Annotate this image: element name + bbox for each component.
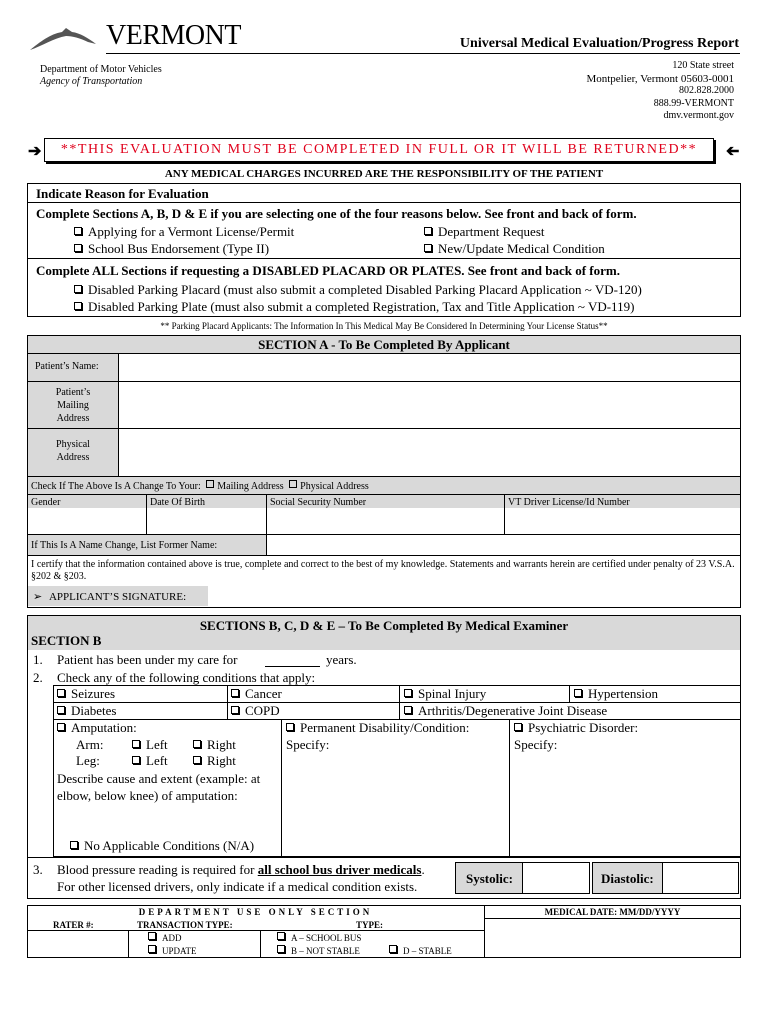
q1-number: 1.	[33, 652, 43, 667]
change-mailing-checkbox[interactable]	[206, 480, 214, 488]
checkbox-icon[interactable]	[57, 689, 65, 697]
psychiatric-specify-label: Specify:	[514, 737, 558, 752]
opt-license[interactable]: Applying for a Vermont License/Permit	[74, 224, 294, 240]
q3-number: 3.	[33, 862, 43, 877]
signature-arrow-icon: ➢	[33, 591, 43, 603]
signature-input[interactable]	[212, 587, 736, 605]
checkbox-icon[interactable]	[74, 302, 82, 310]
opt-plate[interactable]: Disabled Parking Plate (must also submit a completed Registration, Tax and Title Application ~ VD-119)	[74, 299, 634, 315]
warning-banner	[44, 138, 714, 162]
ssn-input[interactable]	[270, 510, 500, 532]
leg-right[interactable]: Right	[193, 753, 236, 769]
checkbox-icon[interactable]	[231, 706, 239, 714]
right-arrow-icon: ➔	[726, 143, 740, 160]
diastolic-input[interactable]	[665, 864, 737, 892]
arm-left[interactable]: Left	[132, 737, 168, 753]
checkbox-icon[interactable]	[74, 285, 82, 293]
cond-amputation[interactable]: Amputation:	[57, 720, 137, 736]
q3-line2: For other licensed drivers, only indicate if a medical condition exists.	[57, 879, 418, 894]
cond-spinal-injury[interactable]: Spinal Injury	[404, 686, 486, 702]
cond-none[interactable]: No Applicable Conditions (N/A)	[70, 838, 254, 854]
checkbox-icon[interactable]	[514, 723, 522, 731]
gender-label: Gender	[31, 497, 61, 508]
report-title: Universal Medical Evaluation/Progress Report	[459, 36, 739, 51]
header-rule	[106, 53, 740, 54]
dob-input[interactable]	[150, 510, 262, 532]
checkbox-icon[interactable]	[74, 244, 82, 252]
patient-name-label: Patient’s Name:	[35, 361, 99, 372]
gender-input[interactable]	[31, 510, 143, 532]
address-city: Montpelier, Vermont 05603-0001	[586, 72, 734, 85]
address-web: dmv.vermont.gov	[663, 110, 734, 121]
address-tollfree: 888.99-VERMONT	[653, 97, 734, 109]
leg-left[interactable]: Left	[132, 753, 168, 769]
section-b-title: SECTION B	[31, 633, 102, 648]
mailing-address-label: Patient’s Mailing Address	[55, 387, 91, 424]
opt-new-update[interactable]: New/Update Medical Condition	[424, 241, 605, 257]
checkbox-icon[interactable]	[277, 945, 285, 953]
amputation-describe: Describe cause and extent (example: at elbow, below knee) of amputation:	[57, 771, 261, 803]
checkbox-icon[interactable]	[70, 841, 78, 849]
systolic-label: Systolic:	[466, 871, 513, 886]
type-b[interactable]: B – NOT STABLE	[277, 946, 360, 956]
systolic-input[interactable]	[525, 864, 588, 892]
years-under-care-input[interactable]	[265, 651, 320, 667]
former-name-input[interactable]	[270, 536, 736, 554]
diastolic-label: Diastolic:	[601, 871, 654, 886]
dept-use-title: DEPARTMENT USE ONLY SECTION	[138, 907, 373, 917]
cond-diabetes[interactable]: Diabetes	[57, 703, 116, 719]
section-a-title: SECTION A - To Be Completed By Applicant	[258, 337, 510, 352]
type-a[interactable]: A – SCHOOL BUS	[277, 933, 361, 943]
checkbox-icon[interactable]	[424, 227, 432, 235]
q2-number: 2.	[33, 670, 43, 685]
change-physical-checkbox[interactable]	[289, 480, 297, 488]
checkbox-icon[interactable]	[404, 689, 412, 697]
q1-years: years.	[326, 652, 357, 667]
opt-placard[interactable]: Disabled Parking Placard (must also submit a completed Disabled Parking Placard Application ~ VD-120)	[74, 282, 642, 298]
examiner-title: SECTIONS B, C, D & E – To Be Completed By Medical Examiner	[199, 618, 569, 633]
cond-cancer[interactable]: Cancer	[231, 686, 282, 702]
agency-name: Agency of Transportation	[40, 76, 143, 87]
signature-label: ➢ APPLICANT’S SIGNATURE:	[33, 591, 187, 603]
medical-date-label: MEDICAL DATE: MM/DD/YYYY	[544, 907, 681, 917]
leg-label: Leg:	[76, 753, 100, 768]
checkbox-icon[interactable]	[574, 689, 582, 697]
cond-arthritis[interactable]: Arthritis/Degenerative Joint Disease	[404, 703, 607, 719]
checkbox-icon[interactable]	[57, 706, 65, 714]
cond-hypertension[interactable]: Hypertension	[574, 686, 658, 702]
dob-label: Date Of Birth	[150, 497, 205, 508]
opt-department-request[interactable]: Department Request	[424, 224, 545, 240]
checkbox-icon[interactable]	[286, 723, 294, 731]
checkbox-icon[interactable]	[132, 740, 140, 748]
former-name-label: If This Is A Name Change, List Former Name:	[31, 540, 218, 551]
psychiatric-specify-input[interactable]	[514, 756, 736, 852]
permanent-specify-label: Specify:	[286, 737, 330, 752]
checkbox-icon[interactable]	[277, 932, 285, 940]
warning-text: **THIS EVALUATION MUST BE COMPLETED IN FULL OR IT WILL BE RETURNED**	[60, 142, 698, 157]
checkbox-icon[interactable]	[57, 723, 65, 731]
change-address-row: Check If The Above Is A Change To Your: Mailing Address Physical Address	[31, 481, 369, 492]
transaction-label: TRANSACTION TYPE:	[137, 920, 233, 930]
opt-school-bus[interactable]: School Bus Endorsement (Type II)	[74, 241, 269, 257]
left-arrow-icon: ➔	[28, 143, 42, 160]
ssn-label: Social Security Number	[270, 497, 367, 508]
department-name: Department of Motor Vehicles	[40, 64, 162, 75]
license-input[interactable]	[508, 510, 736, 532]
checkbox-icon[interactable]	[404, 706, 412, 714]
license-label: VT Driver License/Id Number	[508, 497, 630, 508]
arm-label: Arm:	[76, 737, 104, 752]
medical-date-input[interactable]	[490, 921, 736, 955]
patient-name-input[interactable]	[122, 356, 736, 380]
checkbox-icon[interactable]	[148, 945, 156, 953]
logo-text: VERMONT	[106, 20, 241, 51]
reason-heading: Indicate Reason for Evaluation	[36, 186, 209, 201]
rater-label: RATER #:	[53, 920, 94, 930]
checkbox-icon[interactable]	[148, 932, 156, 940]
arm-right[interactable]: Right	[193, 737, 236, 753]
cond-copd[interactable]: COPD	[231, 703, 280, 719]
reason-subheading-2: Complete ALL Sections if requesting a DISABLED PLACARD OR PLATES. See front and back of form.	[36, 263, 620, 278]
address-phone: 802.828.2000	[679, 85, 734, 96]
checkbox-icon[interactable]	[389, 945, 397, 953]
q1-text: Patient has been under my care for	[57, 652, 238, 667]
address-street: 120 State street	[672, 60, 734, 71]
placard-note: ** Parking Placard Applicants: The Information In This Medical May Be Considered In Determining Your License Status**	[160, 321, 608, 331]
trans-update[interactable]: UPDATE	[148, 946, 197, 956]
cond-permanent[interactable]: Permanent Disability/Condition:	[286, 720, 469, 736]
physical-address-input[interactable]	[122, 431, 736, 471]
cond-psychiatric[interactable]: Psychiatric Disorder:	[514, 720, 638, 736]
q2-text: Check any of the following conditions that apply:	[57, 670, 316, 685]
trans-add[interactable]: ADD	[148, 933, 182, 943]
q3-text: Blood pressure reading is required for all school bus driver medicals.	[57, 862, 425, 877]
checkbox-icon[interactable]	[74, 227, 82, 235]
checkbox-icon[interactable]	[193, 756, 201, 764]
checkbox-icon[interactable]	[424, 244, 432, 252]
checkbox-icon[interactable]	[231, 689, 239, 697]
dmv-address	[586, 60, 734, 123]
certify-statement: I certify that the information contained above is true, complete and correct to the best of my knowledge. Statements and warrants herein are certified under penalty of 23 V.S.A. §202 & §203.	[31, 559, 735, 582]
charges-notice: ANY MEDICAL CHARGES INCURRED ARE THE RESPONSIBILITY OF THE PATIENT	[164, 168, 604, 180]
mountain-logo-icon	[28, 24, 108, 52]
permanent-specify-input[interactable]	[286, 756, 504, 852]
cond-seizures[interactable]: Seizures	[57, 686, 115, 702]
type-label: TYPE:	[356, 920, 383, 930]
physical-address-label: Physical Address	[56, 439, 90, 463]
checkbox-icon[interactable]	[132, 756, 140, 764]
vermont-logo	[28, 20, 243, 54]
type-d[interactable]: D – STABLE	[389, 946, 452, 956]
checkbox-icon[interactable]	[193, 740, 201, 748]
mailing-address-input[interactable]	[122, 384, 736, 424]
reason-subheading-1: Complete Sections A, B, D & E if you are selecting one of the four reasons below. See front and back of form.	[36, 206, 637, 221]
